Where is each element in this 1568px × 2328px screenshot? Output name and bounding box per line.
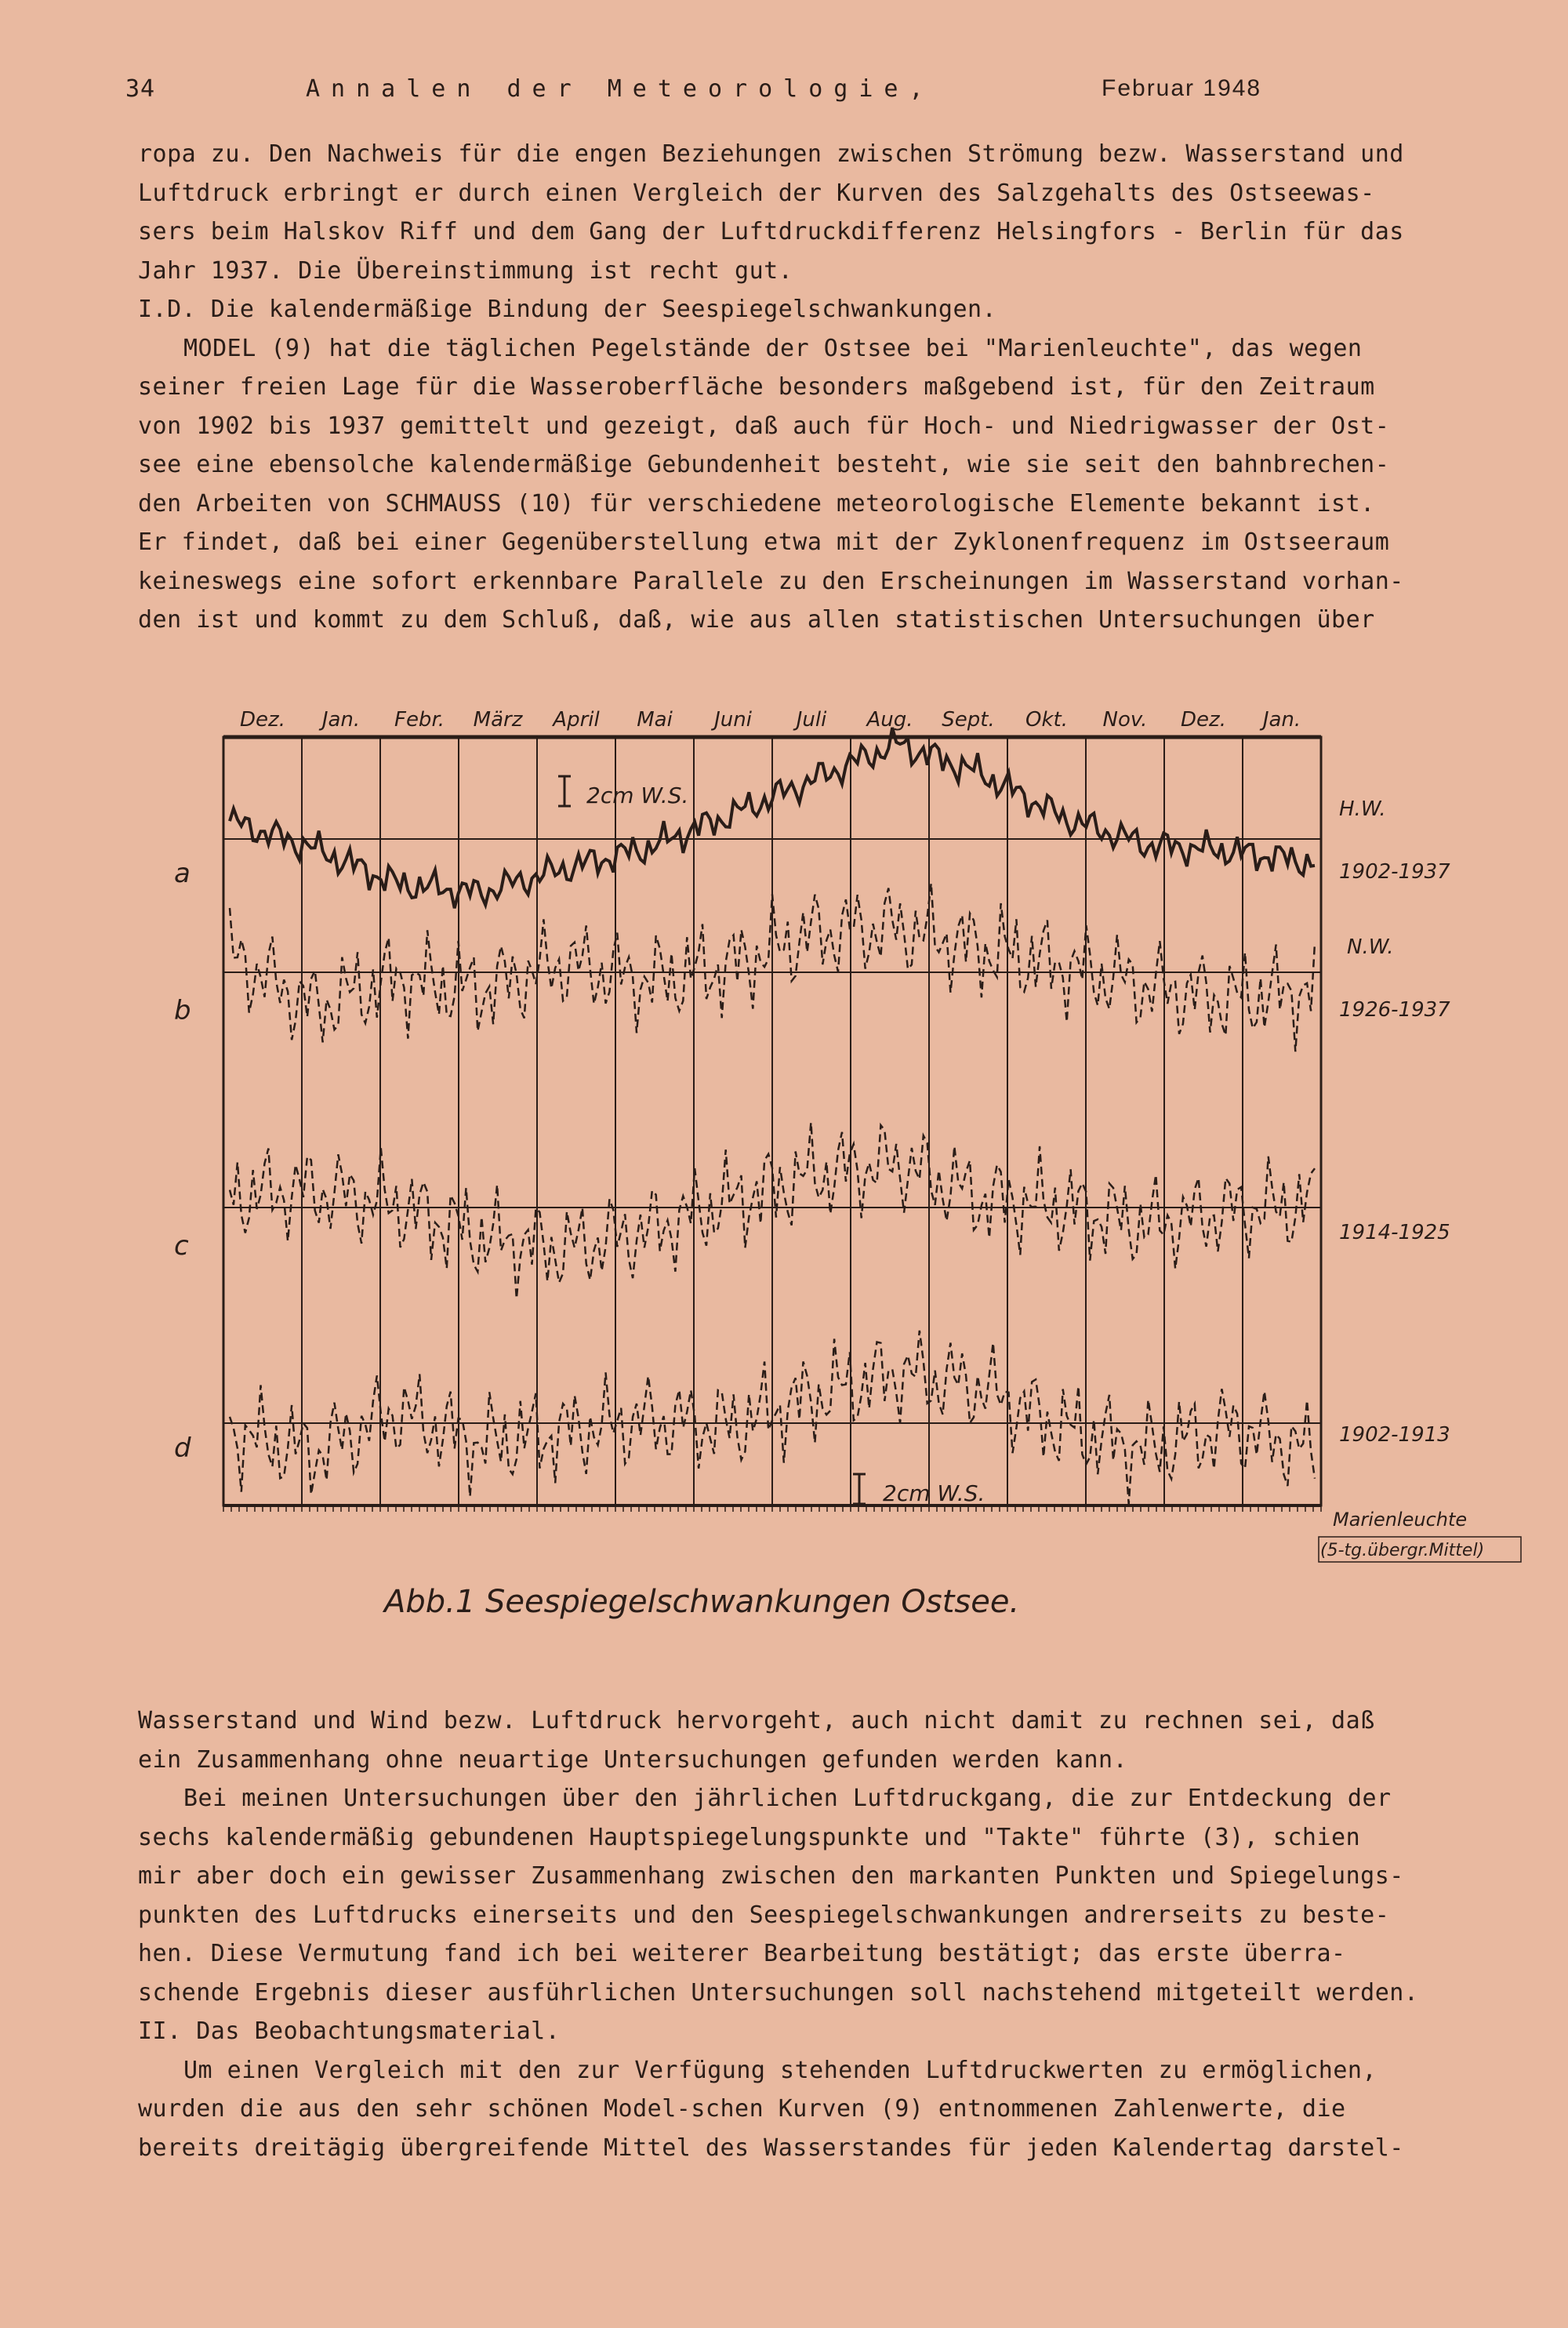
label-d-years: 1902-1913 xyxy=(1339,1423,1450,1447)
text-line: see eine ebensolche kalendermäßige Gebundenheit besteht, wie sie seit den bahnbrechen- xyxy=(138,451,1390,478)
row-letter-b: b xyxy=(174,995,191,1026)
label-c-years: 1914-1925 xyxy=(1339,1221,1450,1244)
month-label: März xyxy=(473,708,523,732)
text-block-top xyxy=(138,135,1518,640)
text-line: keineswegs eine sofort erkennbare Parallele zu den Erscheinungen im Wasserstand vorhan- xyxy=(138,567,1404,595)
month-label: Aug. xyxy=(866,708,913,732)
month-label: Juni xyxy=(714,708,752,732)
text-line: sechs kalendermäßig gebundenen Hauptspiegelungspunkte und "Takte" führte (3), schien xyxy=(138,1823,1361,1851)
figure-caption: Abb.1 Seespiegelschwankungen Ostsee. xyxy=(384,1584,1020,1620)
label-nw: N.W. xyxy=(1347,935,1394,959)
text-line: sers beim Halskov Riff und dem Gang der Luftdruckdifferenz Helsingfors - Berlin für das xyxy=(138,218,1404,245)
text-line: Er findet, daß bei einer Gegenüberstellung etwa mit der Zyklonenfrequenz im Ostseeraum xyxy=(138,528,1390,556)
month-label: Okt. xyxy=(1025,708,1068,732)
text-line: schende Ergebnis dieser ausführlichen Untersuchungen soll nachstehend mitgeteilt werden. xyxy=(138,1978,1419,2007)
month-labels xyxy=(240,708,1301,732)
month-label: Dez. xyxy=(1181,708,1226,732)
text-line: punkten des Luftdrucks einerseits und den Seespiegelschwankungen andrerseits zu beste- xyxy=(138,1901,1390,1929)
text-line: bereits dreitägig übergreifende Mittel des Wasserstandes für jeden Kalendertag darstel- xyxy=(138,2134,1404,2162)
month-label: Mai xyxy=(637,708,673,732)
text-line: Jahr 1937. Die Übereinstimmung ist recht gut. xyxy=(138,256,793,285)
text-line: von 1902 bis 1937 gemittelt und gezeigt, daß auch für Hoch- und Niedrigwasser der Ost- xyxy=(138,412,1390,440)
text-line: seiner freien Lage für die Wasseroberfläche besonders maßgebend ist, für den Zeitraum xyxy=(138,373,1375,401)
text-line: hen. Diese Vermutung fand ich bei weiterer Bearbeitung bestätigt; das erste überra- xyxy=(138,1940,1346,1967)
month-label: Jan. xyxy=(321,708,361,732)
text-line: wurden die aus den sehr schönen Model-schen Kurven (9) entnommenen Zahlenwerte, die xyxy=(138,2095,1346,2123)
scale-bar-bottom xyxy=(853,1474,985,1506)
text-line: Wasserstand und Wind bezw. Luftdruck hervorgeht, auch nicht damit zu rechnen sei, daß xyxy=(138,1707,1375,1734)
figure-seespiegel-chart xyxy=(125,690,1537,1631)
text-line: Um einen Vergleich mit den zur Verfügung stehenden Luftdruckwerten zu ermöglichen, xyxy=(183,2056,1377,2084)
month-label: Dez. xyxy=(240,708,285,732)
journal-title: Annalen der Meteorologie, xyxy=(306,75,935,103)
section-heading-ii: II. Das Beobachtungsmaterial. xyxy=(138,2017,561,2045)
row-letter-d: d xyxy=(174,1433,191,1464)
text-line: den ist und kommt zu dem Schluß, daß, wie aus allen statistischen Untersuchungen über xyxy=(138,606,1375,634)
text-line: MODEL (9) hat die täglichen Pegelstände der Ostsee bei "Marienleuchte", das wegen xyxy=(183,334,1363,362)
text-line: den Arbeiten von SCHMAUSS (10) für verschiedene meteorologische Elemente bekannt ist. xyxy=(138,489,1375,518)
row-letter-a: a xyxy=(174,858,191,889)
text-line: Bei meinen Untersuchungen über den jährlichen Luftdruckgang, die zur Entdeckung der xyxy=(183,1785,1392,1812)
label-hw: H.W. xyxy=(1339,797,1386,821)
page-number: 34 xyxy=(125,75,156,103)
issue-date: Februar 1948 xyxy=(1102,75,1262,101)
scale-label-bottom: 2cm W.S. xyxy=(883,1480,985,1506)
row-letter-c: c xyxy=(174,1230,189,1262)
text-line: Luftdruck erbringt er durch einen Vergleich der Kurven des Salzgehalts des Ostseewas- xyxy=(138,179,1375,207)
month-label: April xyxy=(553,708,600,732)
scale-label-top: 2cm W.S. xyxy=(586,783,689,808)
text-line: ropa zu. Den Nachweis für die engen Beziehungen zwischen Strömung bezw. Wasserstand und xyxy=(138,140,1404,168)
text-block-bottom xyxy=(138,1702,1518,2167)
month-label: Jan. xyxy=(1262,708,1301,732)
month-label: Sept. xyxy=(942,708,995,732)
month-label: Febr. xyxy=(394,708,445,732)
label-station-note: (5-tg.übergr.Mittel) xyxy=(1320,1541,1485,1560)
scale-bar-top xyxy=(558,776,688,808)
label-a-years: 1902-1937 xyxy=(1339,860,1450,884)
text-line: mir aber doch ein gewisser Zusammenhang zwischen den markanten Punkten und Spiegelungs- xyxy=(138,1862,1404,1890)
month-label: Nov. xyxy=(1102,708,1148,732)
text-line: ein Zusammenhang ohne neuartige Untersuchungen gefunden werden kann. xyxy=(138,1745,1128,1774)
month-label: Juli xyxy=(796,708,827,732)
label-station: Marienleuchte xyxy=(1333,1509,1468,1531)
label-b-years: 1926-1937 xyxy=(1339,998,1450,1022)
section-heading-1d: I.D. Die kalendermäßige Bindung der Seespiegelschwankungen. xyxy=(138,296,997,323)
